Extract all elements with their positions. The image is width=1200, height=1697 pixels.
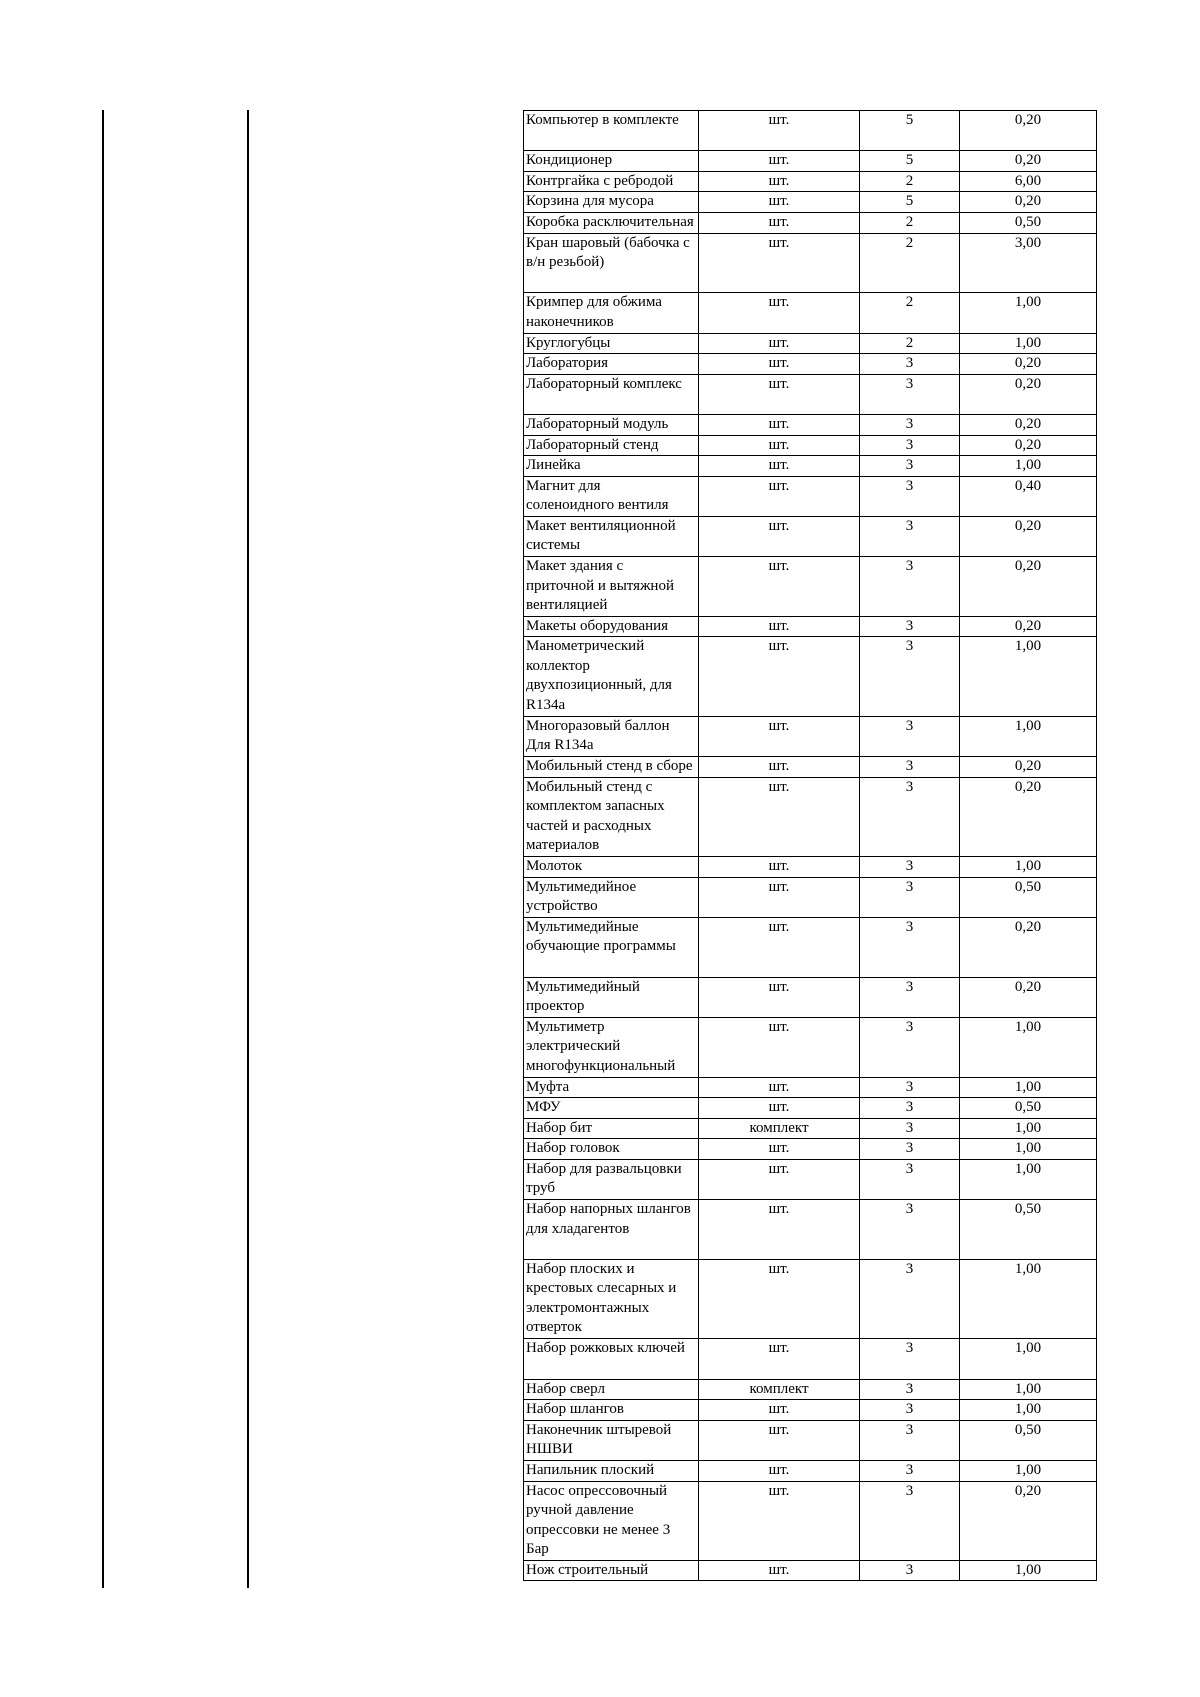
table-row (524, 1139, 1097, 1160)
item-quantity-cell: 3 (860, 777, 960, 856)
item-unit-cell: шт. (699, 1460, 860, 1481)
table-row (524, 293, 1097, 333)
item-value-cell: 1,00 (960, 716, 1097, 756)
item-name-cell: Лабораторный модуль (524, 414, 699, 435)
item-name-cell: Набор головок (524, 1139, 699, 1160)
item-quantity-cell: 3 (860, 1098, 960, 1119)
item-value-cell: 1,00 (960, 1560, 1097, 1581)
item-unit-cell: шт. (699, 1139, 860, 1160)
item-value-cell: 0,40 (960, 476, 1097, 516)
table-row (524, 1460, 1097, 1481)
item-value-cell: 0,50 (960, 1098, 1097, 1119)
item-quantity-cell: 3 (860, 516, 960, 556)
item-value-cell: 1,00 (960, 1077, 1097, 1098)
item-value-cell: 0,50 (960, 212, 1097, 233)
item-unit-cell: шт. (699, 917, 860, 977)
item-quantity-cell: 3 (860, 476, 960, 516)
item-unit-cell: шт. (699, 1400, 860, 1421)
item-value-cell: 0,50 (960, 1200, 1097, 1260)
item-value-cell: 1,00 (960, 456, 1097, 477)
table-row (524, 1200, 1097, 1260)
item-value-cell: 3,00 (960, 233, 1097, 293)
item-name-cell: Набор сверл (524, 1379, 699, 1400)
item-value-cell: 0,20 (960, 977, 1097, 1017)
table-row (524, 435, 1097, 456)
item-name-cell: Магнит для соленоидного вентиля (524, 476, 699, 516)
item-unit-cell: шт. (699, 212, 860, 233)
item-unit-cell: шт. (699, 374, 860, 414)
item-value-cell: 0,20 (960, 435, 1097, 456)
item-quantity-cell: 3 (860, 1159, 960, 1199)
item-quantity-cell: 2 (860, 171, 960, 192)
item-unit-cell: шт. (699, 151, 860, 172)
item-quantity-cell: 3 (860, 1400, 960, 1421)
item-value-cell: 0,20 (960, 557, 1097, 617)
item-value-cell: 1,00 (960, 637, 1097, 716)
table-row (524, 192, 1097, 213)
item-value-cell: 0,20 (960, 616, 1097, 637)
item-name-cell: Корзина для мусора (524, 192, 699, 213)
left-border-line (102, 110, 104, 1588)
item-name-cell: Наконечник штыревой НШВИ (524, 1420, 699, 1460)
equipment-table (523, 110, 1097, 1581)
item-quantity-cell: 3 (860, 877, 960, 917)
item-name-cell: Мультимедийные обучающие программы (524, 917, 699, 977)
item-value-cell: 0,20 (960, 414, 1097, 435)
item-unit-cell: шт. (699, 516, 860, 556)
item-unit-cell: шт. (699, 557, 860, 617)
item-name-cell: Лаборатория (524, 354, 699, 375)
item-name-cell: Набор напорных шлангов для хладагентов (524, 1200, 699, 1260)
item-quantity-cell: 3 (860, 616, 960, 637)
item-unit-cell: шт. (699, 233, 860, 293)
item-quantity-cell: 3 (860, 1118, 960, 1139)
table-row (524, 637, 1097, 716)
item-name-cell: Набор бит (524, 1118, 699, 1139)
item-quantity-cell: 2 (860, 212, 960, 233)
item-quantity-cell: 3 (860, 757, 960, 778)
table-row (524, 1481, 1097, 1560)
item-name-cell: Напильник плоский (524, 1460, 699, 1481)
item-value-cell: 1,00 (960, 1159, 1097, 1199)
item-name-cell: Мобильный стенд с комплектом запасных частей и расходных материалов (524, 777, 699, 856)
table-row (524, 1017, 1097, 1077)
item-name-cell: Коробка расключительная (524, 212, 699, 233)
item-name-cell: Многоразовый баллон Для R134a (524, 716, 699, 756)
item-value-cell: 1,00 (960, 333, 1097, 354)
table-row (524, 456, 1097, 477)
item-quantity-cell: 3 (860, 917, 960, 977)
item-value-cell: 0,20 (960, 151, 1097, 172)
item-unit-cell: шт. (699, 637, 860, 716)
item-quantity-cell: 3 (860, 1379, 960, 1400)
item-quantity-cell: 2 (860, 333, 960, 354)
table-row (524, 977, 1097, 1017)
item-value-cell: 1,00 (960, 1339, 1097, 1379)
item-name-cell: Мультимедийный проектор (524, 977, 699, 1017)
item-name-cell: Кран шаровый (бабочка с в/н резьбой) (524, 233, 699, 293)
table-row (524, 333, 1097, 354)
item-name-cell: Макет вентиляционной системы (524, 516, 699, 556)
table-row (524, 1259, 1097, 1338)
item-unit-cell: шт. (699, 111, 860, 151)
table-row (524, 212, 1097, 233)
item-quantity-cell: 3 (860, 354, 960, 375)
item-quantity-cell: 3 (860, 1560, 960, 1581)
item-unit-cell: шт. (699, 1481, 860, 1560)
item-unit-cell: шт. (699, 456, 860, 477)
item-name-cell: Мультиметр электрический многофункциональный (524, 1017, 699, 1077)
item-quantity-cell: 3 (860, 1460, 960, 1481)
item-value-cell: 1,00 (960, 1400, 1097, 1421)
table-row (524, 1077, 1097, 1098)
item-quantity-cell: 3 (860, 1259, 960, 1338)
item-quantity-cell: 3 (860, 1481, 960, 1560)
item-name-cell: Насос опрессовочный ручной давление опрессовки не менее 3 Бар (524, 1481, 699, 1560)
table-row (524, 716, 1097, 756)
item-value-cell: 0,20 (960, 111, 1097, 151)
item-value-cell: 1,00 (960, 1460, 1097, 1481)
item-value-cell: 0,50 (960, 1420, 1097, 1460)
item-name-cell: Манометрический коллектор двухпозиционный, для R134a (524, 637, 699, 716)
table-row (524, 917, 1097, 977)
item-unit-cell: шт. (699, 1159, 860, 1199)
item-name-cell: Набор рожковых ключей (524, 1339, 699, 1379)
table-row (524, 1379, 1097, 1400)
item-unit-cell: шт. (699, 1098, 860, 1119)
item-unit-cell: шт. (699, 171, 860, 192)
item-value-cell: 0,20 (960, 192, 1097, 213)
item-unit-cell: шт. (699, 354, 860, 375)
item-unit-cell: шт. (699, 1017, 860, 1077)
item-name-cell: Круглогубцы (524, 333, 699, 354)
item-unit-cell: комплект (699, 1379, 860, 1400)
table-row (524, 374, 1097, 414)
item-value-cell: 1,00 (960, 1017, 1097, 1077)
item-quantity-cell: 3 (860, 456, 960, 477)
item-unit-cell: шт. (699, 857, 860, 878)
item-value-cell: 1,00 (960, 1139, 1097, 1160)
item-quantity-cell: 3 (860, 557, 960, 617)
item-unit-cell: шт. (699, 716, 860, 756)
item-unit-cell: шт. (699, 435, 860, 456)
item-unit-cell: шт. (699, 1339, 860, 1379)
item-name-cell: Мобильный стенд в сборе (524, 757, 699, 778)
item-name-cell: Лабораторный комплекс (524, 374, 699, 414)
table-row (524, 1339, 1097, 1379)
item-name-cell: Контргайка с ребродой (524, 171, 699, 192)
table-row (524, 1420, 1097, 1460)
item-value-cell: 6,00 (960, 171, 1097, 192)
item-unit-cell: шт. (699, 1420, 860, 1460)
item-quantity-cell: 5 (860, 111, 960, 151)
item-name-cell: Компьютер в комплекте (524, 111, 699, 151)
table-row (524, 616, 1097, 637)
item-quantity-cell: 3 (860, 857, 960, 878)
item-value-cell: 0,20 (960, 917, 1097, 977)
item-quantity-cell: 3 (860, 414, 960, 435)
item-quantity-cell: 3 (860, 977, 960, 1017)
item-quantity-cell: 3 (860, 1200, 960, 1260)
table-row (524, 151, 1097, 172)
table-row (524, 171, 1097, 192)
item-quantity-cell: 3 (860, 1017, 960, 1077)
item-quantity-cell: 3 (860, 435, 960, 456)
item-quantity-cell: 3 (860, 1339, 960, 1379)
item-unit-cell: шт. (699, 476, 860, 516)
item-name-cell: Линейка (524, 456, 699, 477)
item-quantity-cell: 3 (860, 1077, 960, 1098)
table-row (524, 1159, 1097, 1199)
item-quantity-cell: 5 (860, 192, 960, 213)
item-value-cell: 0,20 (960, 777, 1097, 856)
item-unit-cell: шт. (699, 616, 860, 637)
item-unit-cell: шт. (699, 192, 860, 213)
item-unit-cell: комплект (699, 1118, 860, 1139)
item-name-cell: Молоток (524, 857, 699, 878)
item-quantity-cell: 3 (860, 1139, 960, 1160)
table-row (524, 857, 1097, 878)
table-row (524, 1098, 1097, 1119)
table-row (524, 557, 1097, 617)
item-unit-cell: шт. (699, 1077, 860, 1098)
item-unit-cell: шт. (699, 1259, 860, 1338)
table-row (524, 354, 1097, 375)
item-name-cell: Набор шлангов (524, 1400, 699, 1421)
item-unit-cell: шт. (699, 293, 860, 333)
table-row (524, 777, 1097, 856)
item-value-cell: 0,20 (960, 516, 1097, 556)
item-unit-cell: шт. (699, 333, 860, 354)
item-value-cell: 1,00 (960, 857, 1097, 878)
item-quantity-cell: 5 (860, 151, 960, 172)
item-name-cell: Кримпер для обжима наконечников (524, 293, 699, 333)
table-row (524, 414, 1097, 435)
table-row (524, 516, 1097, 556)
item-quantity-cell: 2 (860, 293, 960, 333)
item-name-cell: Мультимедийное устройство (524, 877, 699, 917)
item-name-cell: Муфта (524, 1077, 699, 1098)
item-name-cell: Лабораторный стенд (524, 435, 699, 456)
item-value-cell: 0,20 (960, 374, 1097, 414)
item-quantity-cell: 3 (860, 716, 960, 756)
equipment-table-body (524, 111, 1097, 1581)
item-value-cell: 1,00 (960, 1259, 1097, 1338)
table-row (524, 476, 1097, 516)
item-unit-cell: шт. (699, 977, 860, 1017)
item-value-cell: 1,00 (960, 293, 1097, 333)
column-divider-line (247, 110, 249, 1588)
item-unit-cell: шт. (699, 757, 860, 778)
item-value-cell: 0,20 (960, 757, 1097, 778)
item-name-cell: Набор плоских и крестовых слесарных и электромонтажных отверток (524, 1259, 699, 1338)
table-row (524, 1118, 1097, 1139)
item-unit-cell: шт. (699, 777, 860, 856)
item-name-cell: Макеты оборудования (524, 616, 699, 637)
table-row (524, 1400, 1097, 1421)
item-value-cell: 0,20 (960, 1481, 1097, 1560)
item-name-cell: Набор для развальцовки труб (524, 1159, 699, 1199)
item-value-cell: 1,00 (960, 1379, 1097, 1400)
item-unit-cell: шт. (699, 414, 860, 435)
table-row (524, 877, 1097, 917)
item-value-cell: 0,20 (960, 354, 1097, 375)
item-unit-cell: шт. (699, 1200, 860, 1260)
item-quantity-cell: 3 (860, 1420, 960, 1460)
table-row (524, 233, 1097, 293)
item-name-cell: МФУ (524, 1098, 699, 1119)
item-value-cell: 1,00 (960, 1118, 1097, 1139)
item-quantity-cell: 2 (860, 233, 960, 293)
item-name-cell: Кондиционер (524, 151, 699, 172)
item-quantity-cell: 3 (860, 637, 960, 716)
item-value-cell: 0,50 (960, 877, 1097, 917)
item-name-cell: Макет здания с приточной и вытяжной вентиляцией (524, 557, 699, 617)
item-unit-cell: шт. (699, 1560, 860, 1581)
table-row (524, 1560, 1097, 1581)
item-quantity-cell: 3 (860, 374, 960, 414)
item-unit-cell: шт. (699, 877, 860, 917)
table-row (524, 111, 1097, 151)
item-name-cell: Нож строительный (524, 1560, 699, 1581)
table-row (524, 757, 1097, 778)
